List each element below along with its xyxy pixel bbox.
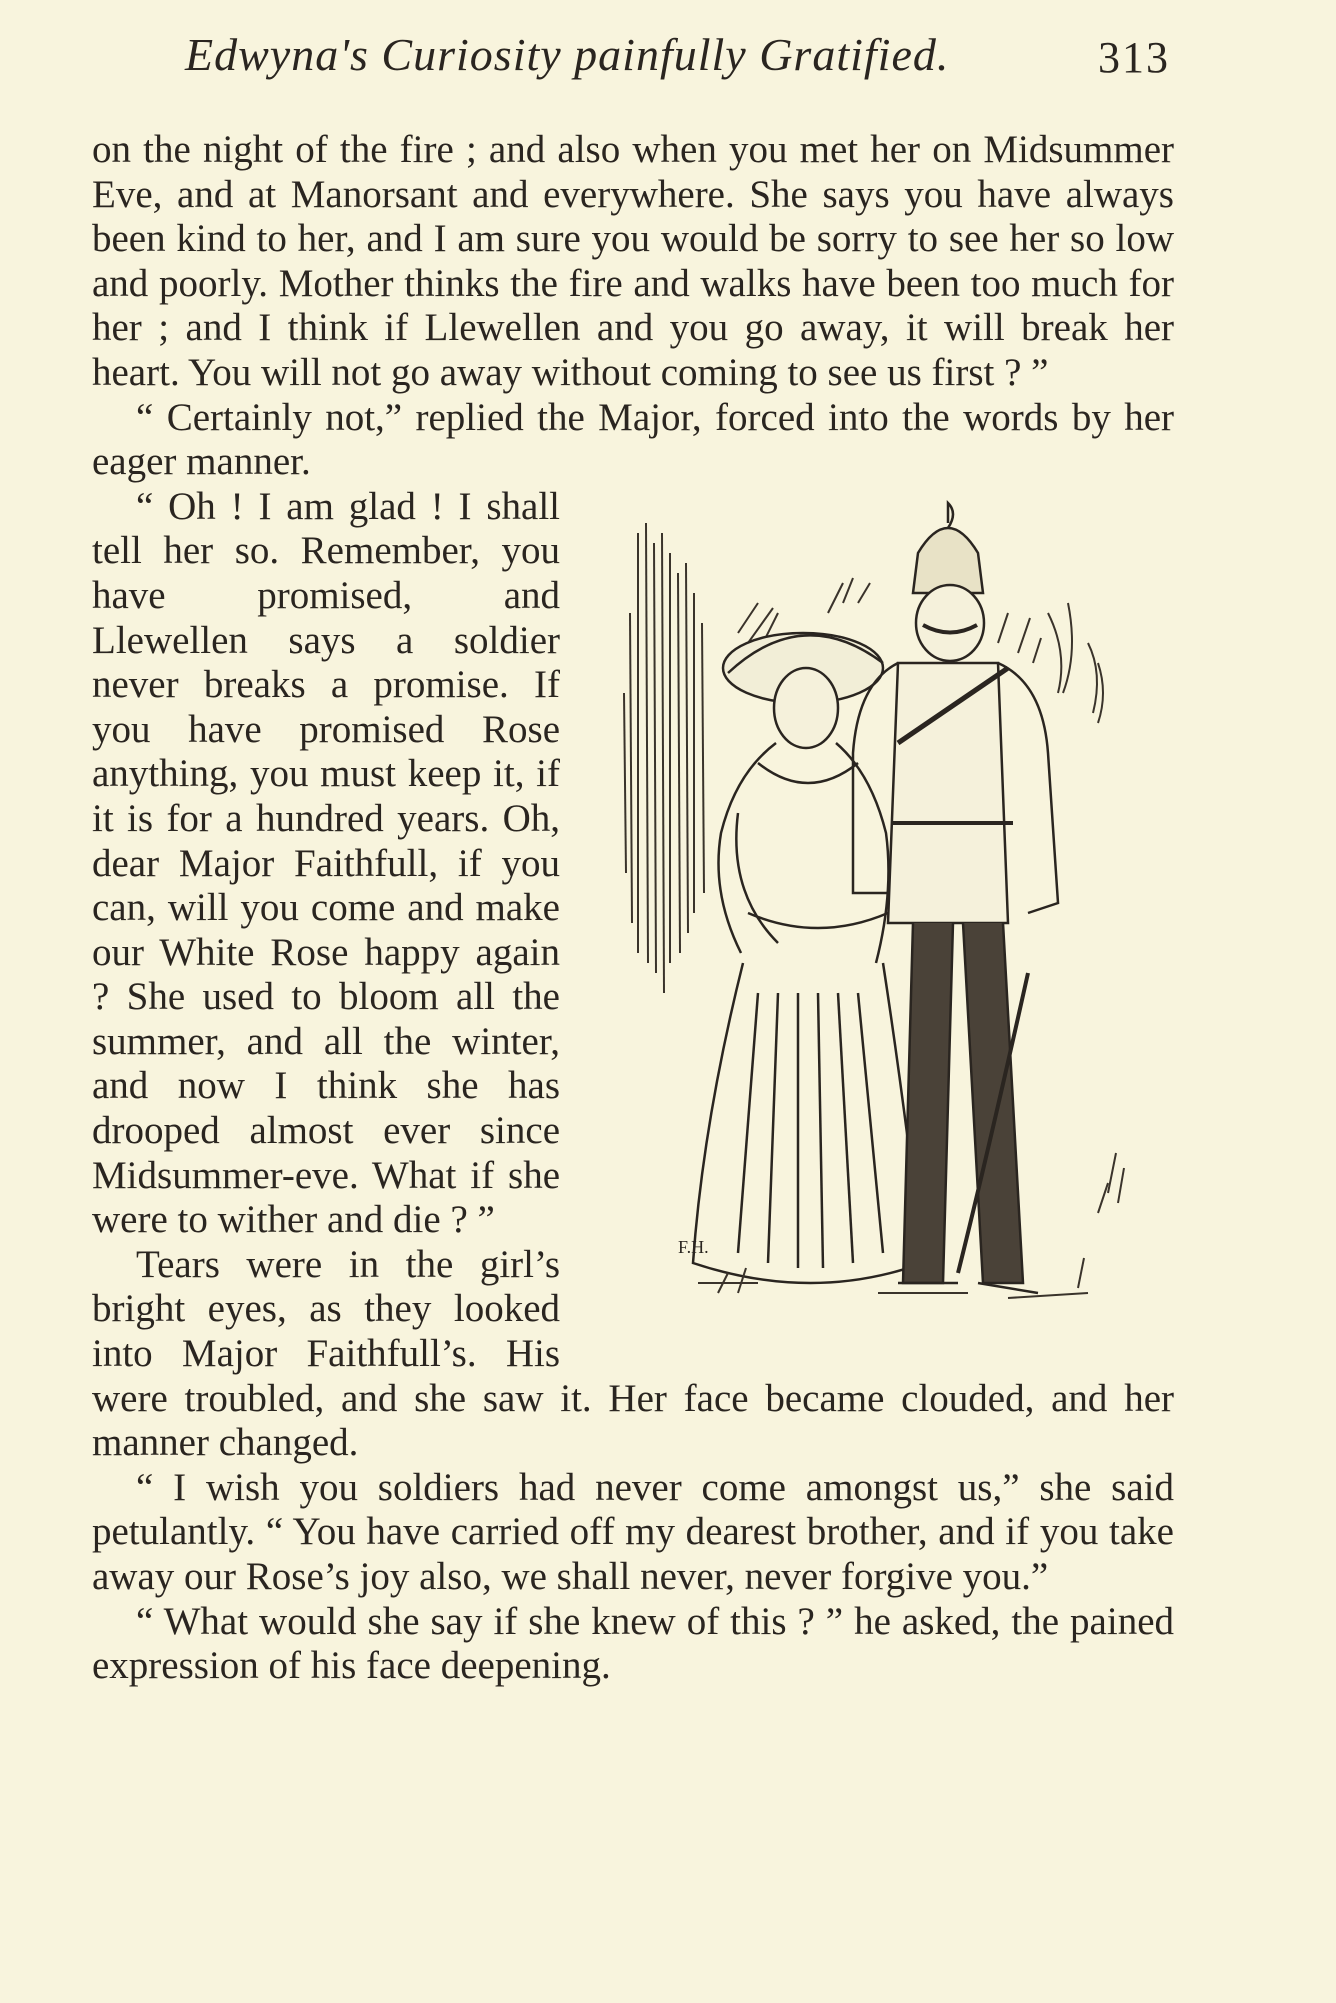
- paragraph: Tears were in the girl’s bright eyes, as they looked into Major Faithfull’s. His were troubled, and she saw it. Her face became clouded, and her manner changed.: [92, 1242, 1174, 1465]
- girl-figure: [693, 633, 923, 1283]
- paragraph: “ I wish you soldiers had never come amongst us,” she said petulantly. “ You have carried off my dearest brother, and if you take away our Rose’s joy also, we shall never, never forgive you.”: [92, 1465, 1174, 1598]
- body-text: [92, 128, 1174, 1689]
- illustration-soldier-and-girl: [578, 493, 1188, 1353]
- paragraph: “ Certainly not,” replied the Major, forced into the words by her eager manner.: [92, 395, 1174, 484]
- artist-initials: F.H.: [678, 1236, 709, 1257]
- page-number: 313: [1098, 33, 1170, 82]
- running-title: Edwyna's Curiosity painfully Gratified.: [185, 29, 950, 80]
- paragraph: “ Oh ! I am glad ! I shall tell her so. Remember, you have promised, and Llewellen says a soldier never breaks a promise. If you have promised Rose anything, you must keep it, if it is for a hundred years. Oh, dear Major Faithfull, if you can, will you come and make our White Rose happy again ? She used to bloom all the summer, and all the winter, and now I think she has drooped almost ever since Midsummer-eve. What if she were to wither and die ? ”: [92, 484, 560, 1242]
- paragraph: “ What would she say if she knew of this ? ” he asked, the pained expression of his face deepening.: [92, 1599, 1174, 1688]
- soldier-figure: [853, 503, 1058, 1293]
- page-header: [90, 28, 1170, 98]
- foliage-hatching: [624, 523, 1124, 1213]
- illustration-drawing: [578, 493, 1188, 1353]
- paragraph: on the night of the fire ; and also when you met her on Midsummer Eve, and at Manorsant and everywhere. She says you have always been kind to her, and I am sure you would be sorry to see her so low and poorly. Mother thinks the fire and walks have been too much for her ; and I think if Llewellen and you go away, it will break her heart. You will not go away without coming to see us first ? ”: [92, 128, 1174, 394]
